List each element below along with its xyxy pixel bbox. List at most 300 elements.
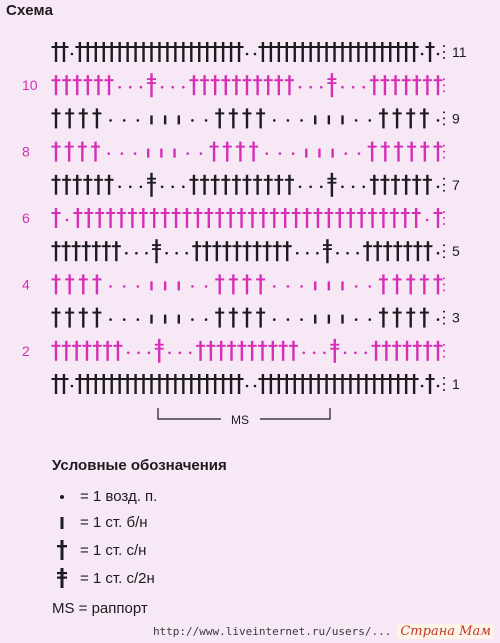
- legend-text: = 1 ст. б/н: [80, 513, 148, 531]
- double-crochet-stitch: [322, 42, 331, 62]
- double-crochet-stitch: [75, 42, 84, 62]
- single-crochet-stitch: [318, 149, 320, 158]
- chain-stitch: [443, 45, 445, 47]
- scheme-title: Схема: [6, 2, 54, 19]
- double-crochet-stitch: [206, 341, 215, 361]
- double-crochet-stitch: [196, 341, 205, 361]
- double-crochet-stitch: [92, 308, 101, 328]
- chain-stitch: [443, 356, 445, 358]
- double-crochet-stitch: [289, 341, 298, 361]
- treble-crochet-stitch: [152, 239, 161, 263]
- chain-stitch: [287, 285, 290, 288]
- double-crochet-stitch: [410, 374, 419, 394]
- double-crochet-stitch: [235, 374, 244, 394]
- double-crochet-stitch: [259, 208, 268, 228]
- chain-stitch: [443, 223, 445, 225]
- double-crochet-stitch: [123, 374, 132, 394]
- double-crochet-stitch: [406, 274, 415, 294]
- double-crochet-stitch: [249, 142, 258, 162]
- double-crochet-stitch: [75, 374, 84, 394]
- single-crochet-stitch: [314, 281, 316, 290]
- treble-crochet-stitch: [327, 73, 336, 97]
- double-crochet-stitch: [379, 208, 388, 228]
- chain-stitch: [191, 285, 194, 288]
- double-crochet-stitch: [171, 42, 180, 62]
- double-crochet-stitch: [227, 374, 236, 394]
- double-crochet-stitch: [102, 241, 111, 261]
- double-crochet-stitch: [253, 241, 262, 261]
- double-crochet-stitch: [274, 75, 283, 95]
- double-crochet-stitch: [150, 208, 159, 228]
- double-crochet-stitch: [52, 208, 61, 228]
- chain-stitch: [320, 86, 323, 89]
- chain-stitch: [356, 252, 359, 255]
- chain-stitch: [364, 352, 367, 355]
- chain-stitch: [344, 352, 347, 355]
- single-crochet-stitch: [160, 149, 162, 158]
- chain-stitch: [109, 119, 112, 122]
- chain-stitch: [309, 86, 312, 89]
- double-crochet-stitch: [426, 374, 435, 394]
- chain-stitch: [352, 186, 355, 189]
- chain-stitch: [175, 252, 178, 255]
- double-crochet-stitch: [52, 374, 61, 394]
- chain-stitch: [306, 252, 309, 255]
- chain-stitch: [292, 152, 295, 155]
- double-crochet-stitch: [420, 108, 429, 128]
- single-crochet-stitch: [328, 115, 330, 124]
- single-crochet-stitch: [341, 281, 343, 290]
- chain-stitch: [273, 318, 276, 321]
- chain-stitch: [273, 119, 276, 122]
- double-crochet-stitch: [391, 175, 400, 195]
- double-crochet-stitch: [379, 308, 388, 328]
- double-crochet-stitch: [263, 241, 272, 261]
- chain-stitch: [134, 152, 137, 155]
- double-crochet-stitch: [403, 341, 412, 361]
- chain-stitch: [123, 119, 126, 122]
- double-crochet-stitch: [379, 108, 388, 128]
- double-crochet-stitch: [211, 175, 220, 195]
- double-crochet-stitch: [412, 75, 421, 95]
- double-crochet-stitch: [79, 274, 88, 294]
- double-crochet-stitch: [59, 374, 68, 394]
- chain-stitch: [443, 283, 445, 285]
- chain-stitch: [191, 119, 194, 122]
- double-crochet-stitch: [393, 241, 402, 261]
- chain-stitch: [309, 186, 312, 189]
- single-crochet-stitch: [341, 115, 343, 124]
- double-crochet-stitch: [106, 208, 115, 228]
- double-crochet-stitch: [370, 75, 379, 95]
- double-crochet-stitch: [189, 75, 198, 95]
- double-crochet-stitch: [354, 374, 363, 394]
- double-crochet-stitch: [215, 108, 224, 128]
- double-crochet-stitch: [390, 208, 399, 228]
- double-crochet-stitch: [232, 75, 241, 95]
- double-crochet-stitch: [179, 42, 188, 62]
- double-crochet-stitch: [423, 241, 432, 261]
- chain-stitch: [443, 111, 445, 113]
- scheme-row: [22, 208, 445, 228]
- single-crochet-stitch: [164, 315, 166, 324]
- double-crochet-stitch: [402, 175, 411, 195]
- double-crochet-icon: [52, 539, 72, 561]
- double-crochet-stitch: [270, 208, 279, 228]
- double-crochet-stitch: [221, 75, 230, 95]
- scheme-row: [52, 108, 461, 128]
- double-crochet-stitch: [368, 208, 377, 228]
- chain-stitch: [185, 252, 188, 255]
- chain-stitch: [443, 344, 445, 346]
- double-crochet-stitch: [229, 108, 238, 128]
- chain-stitch: [161, 186, 164, 189]
- double-crochet-stitch: [258, 341, 267, 361]
- double-crochet-stitch: [378, 42, 387, 62]
- double-crochet-stitch: [91, 374, 100, 394]
- chain-stitch: [191, 318, 194, 321]
- chain-stitch: [443, 377, 445, 379]
- chain-stitch: [129, 86, 132, 89]
- treble-crochet-stitch: [147, 73, 156, 97]
- double-crochet-stitch: [273, 241, 282, 261]
- double-crochet-stitch: [187, 374, 196, 394]
- double-crochet-stitch: [131, 42, 140, 62]
- chain-stitch: [137, 119, 140, 122]
- double-crochet-stitch: [434, 75, 443, 95]
- double-crochet-stitch: [83, 175, 92, 195]
- double-crochet-stitch: [112, 241, 121, 261]
- double-crochet-stitch: [155, 42, 164, 62]
- chain-stitch: [168, 352, 171, 355]
- single-crochet-stitch: [173, 149, 175, 158]
- single-crochet-stitch: [150, 315, 152, 324]
- double-crochet-stitch: [274, 175, 283, 195]
- double-crochet-stitch: [52, 274, 61, 294]
- double-crochet-stitch: [131, 374, 140, 394]
- double-crochet-stitch: [182, 208, 191, 228]
- legend-item-treble: [52, 567, 155, 589]
- double-crochet-stitch: [128, 208, 137, 228]
- double-crochet-stitch: [413, 241, 422, 261]
- double-crochet-stitch: [382, 341, 391, 361]
- chain-stitch: [300, 285, 303, 288]
- double-crochet-stitch: [223, 142, 232, 162]
- double-crochet-stitch: [379, 274, 388, 294]
- double-crochet-stitch: [229, 274, 238, 294]
- chain-stitch: [127, 352, 130, 355]
- single-crochet-stitch: [328, 281, 330, 290]
- double-crochet-stitch: [200, 75, 209, 95]
- double-crochet-stitch: [232, 241, 241, 261]
- chain-stitch: [443, 84, 445, 86]
- double-crochet-stitch: [256, 274, 265, 294]
- double-crochet-stitch: [73, 175, 82, 195]
- double-crochet-stitch: [243, 175, 252, 195]
- chain-stitch: [189, 352, 192, 355]
- double-crochet-stitch: [248, 208, 257, 228]
- chain-stitch: [182, 86, 185, 89]
- double-crochet-stitch: [83, 374, 92, 394]
- chain-stitch: [121, 152, 124, 155]
- chain-stitch: [443, 57, 445, 59]
- single-crochet-stitch: [164, 281, 166, 290]
- double-crochet-stitch: [412, 208, 421, 228]
- legend-item-single: [52, 511, 148, 533]
- chain-stitch: [205, 285, 208, 288]
- double-crochet-stitch: [434, 274, 443, 294]
- chain-stitch: [323, 352, 326, 355]
- chain-stitch: [287, 318, 290, 321]
- double-crochet-stitch: [147, 374, 156, 394]
- double-crochet-stitch: [195, 374, 204, 394]
- double-crochet-stitch: [203, 374, 212, 394]
- double-crochet-stitch: [362, 374, 371, 394]
- row-number: 10: [22, 77, 38, 94]
- double-crochet-stitch: [243, 75, 252, 95]
- double-crochet-stitch: [227, 341, 236, 361]
- chain-stitch: [437, 119, 440, 122]
- double-crochet-stitch: [107, 374, 116, 394]
- chain-stitch: [265, 152, 268, 155]
- double-crochet-stitch: [338, 42, 347, 62]
- chain-stitch: [107, 152, 110, 155]
- chain-stitch-icon: [52, 485, 72, 507]
- treble-crochet-stitch: [323, 239, 332, 263]
- double-crochet-stitch: [94, 175, 103, 195]
- double-crochet-stitch: [298, 42, 307, 62]
- row-number: 3: [452, 309, 460, 326]
- chain-stitch: [341, 186, 344, 189]
- row-number: 5: [452, 243, 460, 260]
- chain-stitch: [137, 285, 140, 288]
- chain-stitch: [171, 186, 174, 189]
- chain-stitch: [300, 318, 303, 321]
- legend-text: = 1 ст. с/н: [80, 541, 147, 559]
- scheme-row: [22, 339, 445, 363]
- chain-stitch: [443, 151, 445, 153]
- double-crochet-stitch: [243, 274, 252, 294]
- double-crochet-stitch: [279, 341, 288, 361]
- double-crochet-stitch: [368, 142, 377, 162]
- double-crochet-stitch: [91, 42, 100, 62]
- chain-stitch: [443, 323, 445, 325]
- chain-stitch: [443, 250, 445, 252]
- double-crochet-stitch: [92, 241, 101, 261]
- double-crochet-stitch: [215, 208, 224, 228]
- double-crochet-stitch: [79, 308, 88, 328]
- double-crochet-stitch: [406, 308, 415, 328]
- chain-stitch: [341, 86, 344, 89]
- double-crochet-stitch: [402, 374, 411, 394]
- double-crochet-stitch: [306, 374, 315, 394]
- scheme-row: [52, 374, 461, 394]
- single-crochet-stitch: [178, 315, 180, 324]
- chain-stitch: [246, 53, 249, 56]
- scheme-row: [22, 274, 445, 294]
- double-crochet-stitch: [282, 42, 291, 62]
- double-crochet-stitch: [253, 175, 262, 195]
- chain-stitch: [443, 289, 445, 291]
- legend-title: Условные обозначения: [52, 457, 227, 474]
- chain-stitch: [355, 119, 358, 122]
- double-crochet-stitch: [189, 175, 198, 195]
- double-crochet-stitch: [92, 274, 101, 294]
- double-crochet-stitch: [346, 374, 355, 394]
- double-crochet-stitch: [219, 374, 228, 394]
- double-crochet-stitch: [99, 374, 108, 394]
- scheme-row: [22, 142, 445, 162]
- double-crochet-stitch: [171, 374, 180, 394]
- scheme-row: [52, 239, 461, 263]
- double-crochet-stitch: [423, 175, 432, 195]
- chain-stitch: [437, 385, 440, 388]
- double-crochet-stitch: [290, 374, 299, 394]
- double-crochet-stitch: [73, 75, 82, 95]
- double-crochet-stitch: [172, 208, 181, 228]
- double-crochet-stitch: [256, 308, 265, 328]
- double-crochet-stitch: [314, 42, 323, 62]
- chain-stitch: [443, 277, 445, 279]
- double-crochet-stitch: [65, 108, 74, 128]
- double-crochet-stitch: [84, 208, 93, 228]
- chain-stitch: [443, 90, 445, 92]
- chain-stitch: [273, 285, 276, 288]
- double-crochet-stitch: [204, 208, 213, 228]
- chain-stitch: [336, 252, 339, 255]
- double-crochet-stitch: [258, 42, 267, 62]
- double-crochet-stitch: [256, 108, 265, 128]
- double-crochet-stitch: [243, 308, 252, 328]
- double-crochet-stitch: [229, 308, 238, 328]
- chain-stitch: [344, 152, 347, 155]
- scheme-row: [52, 173, 461, 197]
- double-crochet-stitch: [406, 108, 415, 128]
- row-number: 1: [452, 376, 460, 392]
- scheme-row: [52, 42, 467, 62]
- double-crochet-stitch: [237, 208, 246, 228]
- single-crochet-stitch: [178, 115, 180, 124]
- double-crochet-stitch: [283, 241, 292, 261]
- double-crochet-stitch: [253, 75, 262, 95]
- double-crochet-stitch: [380, 175, 389, 195]
- double-crochet-stitch: [423, 75, 432, 95]
- chain-stitch: [300, 119, 303, 122]
- chain-stitch: [421, 53, 424, 56]
- treble-crochet-stitch: [147, 173, 156, 197]
- double-crochet-stitch: [65, 142, 74, 162]
- chain-stitch: [443, 184, 445, 186]
- double-crochet-stitch: [155, 374, 164, 394]
- chain-stitch: [443, 145, 445, 147]
- chain-stitch: [118, 86, 121, 89]
- double-crochet-stitch: [403, 241, 412, 261]
- double-crochet-stitch: [217, 341, 226, 361]
- row-number: 2: [22, 342, 30, 359]
- chain-stitch: [129, 186, 132, 189]
- double-crochet-stitch: [264, 175, 273, 195]
- double-crochet-stitch: [193, 208, 202, 228]
- chain-stitch: [368, 285, 371, 288]
- chain-stitch: [426, 219, 429, 222]
- double-crochet-stitch: [303, 208, 312, 228]
- chain-stitch: [355, 285, 358, 288]
- double-crochet-stitch: [83, 75, 92, 95]
- single-crochet-stitch: [328, 315, 330, 324]
- double-crochet-stitch: [82, 341, 91, 361]
- double-crochet-stitch: [117, 208, 126, 228]
- chain-stitch: [421, 385, 424, 388]
- single-crochet-icon: [52, 511, 72, 533]
- watermark-url: http://www.liveinternet.ru/users/...: [152, 625, 392, 638]
- double-crochet-stitch: [362, 42, 371, 62]
- double-crochet-stitch: [413, 341, 422, 361]
- double-crochet-stitch: [202, 241, 211, 261]
- double-crochet-stitch: [195, 42, 204, 62]
- chain-stitch: [443, 389, 445, 391]
- double-crochet-stitch: [324, 208, 333, 228]
- single-crochet-stitch: [150, 115, 152, 124]
- chain-stitch: [123, 318, 126, 321]
- double-crochet-stitch: [52, 308, 61, 328]
- double-crochet-stitch: [380, 75, 389, 95]
- single-crochet-stitch: [305, 149, 307, 158]
- repeat-bracket: [158, 408, 330, 427]
- double-crochet-stitch: [370, 175, 379, 195]
- double-crochet-stitch: [313, 208, 322, 228]
- chain-stitch: [346, 252, 349, 255]
- double-crochet-stitch: [330, 42, 339, 62]
- chain-stitch: [355, 318, 358, 321]
- chain-stitch: [179, 352, 182, 355]
- watermark-logo: Страна Мам: [397, 624, 494, 639]
- double-crochet-stitch: [161, 208, 170, 228]
- double-crochet-stitch: [335, 208, 344, 228]
- row-number: 7: [452, 176, 460, 193]
- double-crochet-stitch: [211, 75, 220, 95]
- double-crochet-stitch: [292, 208, 301, 228]
- double-crochet-stitch: [226, 208, 235, 228]
- double-crochet-stitch: [139, 374, 148, 394]
- double-crochet-stitch: [72, 241, 81, 261]
- double-crochet-stitch: [402, 75, 411, 95]
- chain-stitch: [368, 119, 371, 122]
- chain-stitch: [246, 385, 249, 388]
- double-crochet-stitch: [200, 175, 209, 195]
- double-crochet-stitch: [420, 142, 429, 162]
- chain-stitch: [171, 86, 174, 89]
- single-crochet-stitch: [314, 315, 316, 324]
- double-crochet-stitch: [402, 42, 411, 62]
- double-crochet-stitch: [222, 241, 231, 261]
- double-crochet-stitch: [393, 308, 402, 328]
- double-crochet-stitch: [163, 42, 172, 62]
- double-crochet-stitch: [274, 42, 283, 62]
- double-crochet-stitch: [423, 341, 432, 361]
- chain-stitch: [320, 186, 323, 189]
- repeat-label: MS: [231, 413, 249, 427]
- chain-stitch: [443, 211, 445, 213]
- double-crochet-stitch: [434, 341, 443, 361]
- double-crochet-stitch: [62, 75, 71, 95]
- chain-stitch: [443, 383, 445, 385]
- chain-stitch: [443, 157, 445, 159]
- double-crochet-stitch: [221, 175, 230, 195]
- double-crochet-stitch: [434, 208, 443, 228]
- chain-stitch: [313, 352, 316, 355]
- double-crochet-stitch: [394, 42, 403, 62]
- chain-stitch: [279, 152, 282, 155]
